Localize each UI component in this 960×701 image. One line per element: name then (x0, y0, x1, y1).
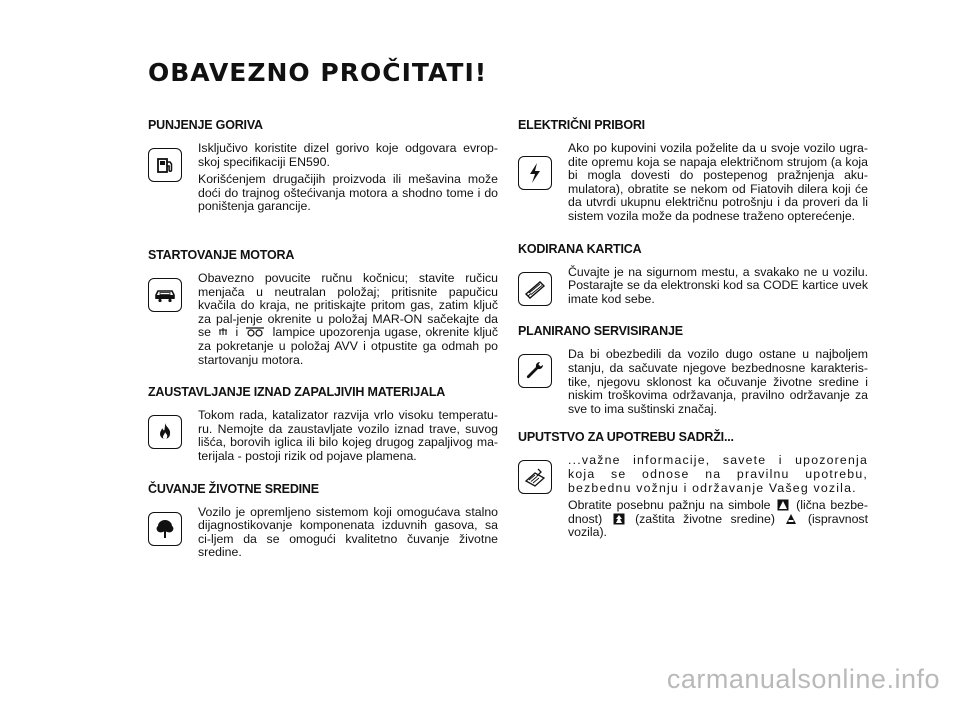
fuel-pump-icon (148, 148, 182, 182)
environment-text: Vozilo je opremljeno sistemom koji omogućava stalno dijagnostikovanje komponenata izduvnih gasova, sa ci-ljem da se omogući kvalitetno čuvanje životne sredine. (198, 504, 498, 560)
manual-text-1: ...važne informacije, savete i upozorenja koja se odnose na pravilnu upotrebu, bezbednu vožnju i održavanje Vašeg vozila. (568, 453, 868, 495)
manual-text-2d: (ispravnost vozila). (568, 511, 868, 540)
section-electrical (518, 118, 868, 228)
manual-book-icon (518, 460, 552, 494)
section-environment (148, 482, 498, 564)
section-heading: KODIRANA KARTICA (518, 241, 642, 256)
manual-text-2a: Obratite posebnu pažnju na simbole (568, 498, 771, 513)
start-text-2: i (235, 325, 239, 340)
lightning-icon (518, 156, 552, 190)
section-start (148, 248, 498, 371)
manual-text-2b: (lična bezbe-dnost) (568, 498, 868, 526)
wrench-icon (518, 354, 552, 388)
parking-text: Tokom rada, katalizator razvija vrlo visoku temperatu-ru. Nemojte da zaustavljate vozilo iznad trave, suvog lišća, borovih iglica ili bilo kojeg drugog zapaljivog ma-terijala - postoji rizik od pojave plamena. (198, 408, 498, 463)
card-text: Čuvajte je na sigurnom mestu, a svakako ne u vozilu. Postarajte se da elektronski kod sa CODE kartice uvek imate kod sebe. (568, 264, 868, 306)
vehicle-integrity-icon (785, 513, 797, 525)
tree-icon (148, 512, 182, 546)
section-service (518, 324, 868, 420)
right-column (518, 118, 868, 544)
electrical-text: Ako po kupovini vozila poželite da u svoje vozilo ugra-dite opremu koja se napaja električnom strujom (a koja bi mogla dovesti do postepenog pražnjenja aku-mulatora), obratite se nekom od Fiatovih dilera koji će da utvrdi ukupnu električnu potrošnju i da proveri da li sistem vozila može da podnese traženo opterećenje. (568, 141, 868, 223)
start-text-1: Obavezno povucite ručnu kočnicu; stavite ručicu menjača u neutralan položaj; pritisnite papučicu kvačila do kraja, ne pritiskajte pritom gas, zatim ključ za pal-jenje okrenite u položaj MAR-ON sačekajte da se (198, 270, 498, 340)
section-parking (148, 385, 498, 467)
section-fuel (148, 118, 498, 218)
watermark: carmanualsonline.info (666, 664, 940, 694)
fuel-text-1: Isključivo koristite dizel gorivo koje odgovara evrop-skoj specifikaciji EN590. (198, 141, 498, 169)
start-text-3: lampice upozorenja ugase, okrenite ključ za pokretanje u položaj AVV i otpustite ga odmah po startovanju motora. (198, 325, 499, 367)
glow-plug-coil-icon (244, 326, 266, 338)
glow-plug-warning-icon (217, 326, 229, 338)
manual-text-2c: (zaštita životne sredine) (635, 511, 775, 526)
left-column (148, 118, 498, 564)
flame-icon (148, 415, 182, 449)
car-icon (148, 278, 182, 312)
section-heading: STARTOVANJE MOTORA (148, 247, 295, 262)
code-card-icon (518, 272, 552, 306)
section-heading: PLANIRANO SERVISIRANJE (518, 324, 683, 339)
page-title: OBAVEZNO PROČITATI! (148, 58, 488, 87)
section-heading: ZAUSTAVLJANJE IZNAD ZAPALJIVIH MATERIJALA (148, 385, 446, 400)
section-heading: ČUVANJE ŽIVOTNE SREDINE (148, 481, 319, 496)
section-manual (518, 430, 868, 544)
service-text: Da bi obezbedili da vozilo dugo ostane u najboljem stanju, da sačuvate njegove bezbednosne karakteris-tike, njegovu sklonost ka očuvanje životne sredine i niskim troškovima održavanja, pravilno održavanje za sve to ima suštinski značaj. (568, 347, 868, 416)
personal-safety-icon (777, 499, 789, 511)
section-heading: PUNJENJE GORIVA (148, 118, 263, 132)
environment-protection-icon (613, 513, 625, 525)
section-card (518, 242, 868, 311)
fuel-text-2: Korišćenjem drugačijih proizvoda ili mešavina može doći do trajnog oštećivanja motora a shodno tome i do poništenja garancije. (198, 172, 498, 214)
section-heading: ELEKTRIČNI PRIBORI (518, 118, 645, 132)
section-heading: UPUTSTVO ZA UPOTREBU SADRŽI... (518, 430, 734, 445)
